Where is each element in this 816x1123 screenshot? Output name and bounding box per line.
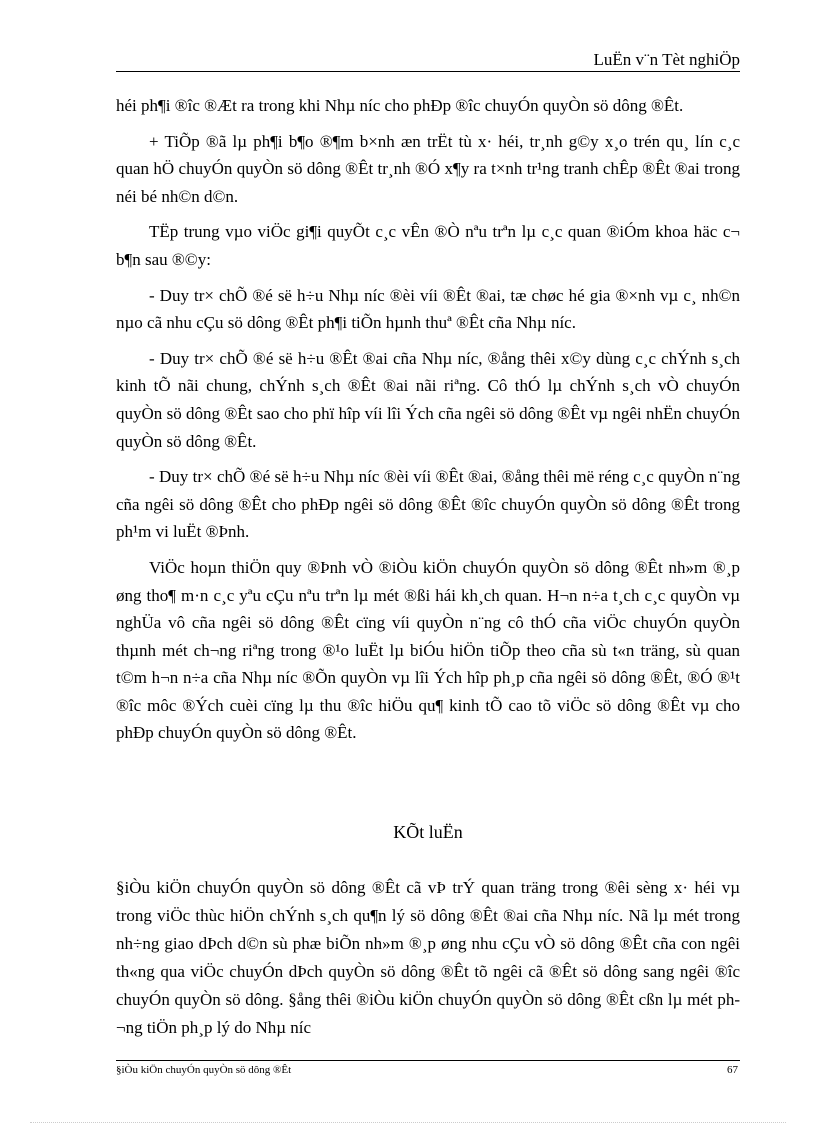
paragraph-4: - Duy tr× chÕ ®é së h÷u Nhµ níc ®èi víi ®Êt ®ai, tæ chøc hé gia ®×nh vµ c¸ nh©n nµo cã nhu cÇu sö dông ®Êt ph¶i tiÕn hµnh thuª ®Êt cña Nhµ níc. [116, 285, 740, 333]
paragraph-3: TËp trung vµo viÖc gi¶i quyÕt c¸c vÊn ®Ò nªu trªn lµ c¸c quan ®iÓm khoa häc c¬ b¶n sau ®©y: [116, 222, 740, 269]
conclusion-section [116, 874, 740, 1042]
header-divider [116, 71, 740, 72]
paragraph-6: - Duy tr× chÕ ®é së h÷u Nhµ níc ®èi víi ®Êt ®ai, ®ång thêi më réng c¸c quyÒn n¨ng cña ngêi sö dông ®Êt cho phÐp ngêi sö dông ®Êt ®îc chuyÓn quyÒn sö dông ®Êt trong ph¹m vi luËt ®Þnh. [116, 467, 740, 542]
paragraph-2: + TiÕp ®ã lµ ph¶i b¶o ®¶m b×nh æn trËt tù x· héi, tr¸nh g©y x¸o trén qu¸ lín c¸c quan hÖ chuyÓn quyÒn sö dông ®Êt tr¸nh ®Ó x¶y ra t×nh tr¹ng tranh chÊp ®Êt ®ai trong néi bé nh©n d©n. [116, 131, 740, 206]
page-header-title: LuËn v¨n Tèt nghiÖp [593, 50, 740, 69]
paragraph-7: ViÖc hoµn thiÖn quy ®Þnh vÒ ®iÒu kiÖn chuyÓn quyÒn sö dông ®Êt nh»m ®¸p øng tho¶ m·n c¸c yªu cÇu nªu trªn lµ mét ®ßi hái kh¸ch quan. H¬n n÷a t¸ch c¸c quyÒn vµ nghÜa vô cña ngêi sö dông ®Êt cïng víi quyÒn n¨ng cô thÓ cña viÖc chuyÓn quyÒn thµnh mét ch¬ng riªng trong ®¹o luËt lµ biÓu hiÖn tiÕp theo cña sù t«n träng, sù quan t©m h¬n n÷a cña Nhµ níc ®Õn quyÒn vµ lîi Ých hîp ph¸p cña ngêi sö dông ®Êt, ®Ó ®¹t ®îc môc ®Ých cuèi cïng lµ thu ®îc hiÖu qu¶ kinh tÕ cao tõ viÖc sö dông ®Êt vµ cho phÐp chuyÓn quyÒn sö dông ®Êt. [116, 557, 740, 743]
conclusion-heading: KÕt luËn [393, 822, 463, 842]
footer-title: §iÒu kiÖn chuyÓn quyÒn sö dông ®Êt [116, 1064, 292, 1076]
footer-divider [116, 1060, 740, 1061]
page-number: 67 [727, 1064, 738, 1076]
paragraph-5: - Duy tr× chÕ ®é së h÷u ®Êt ®ai cña Nhµ níc, ®ång thêi x©y dùng c¸c chÝnh s¸ch kinh tÕ nãi chung, chÝnh s¸ch ®Êt ®ai nãi riªng. Cô thÓ lµ chÝnh s¸ch vÒ chuyÓn quyÒn sö dông ®Êt sao cho phï hîp víi lîi Ých cña ngêi sö dông ®Êt vµ ngêi nhËn chuyÓn quyÒn sö dông ®Êt. [116, 348, 740, 451]
body-text [116, 92, 740, 755]
paragraph-1: héi ph¶i ®îc ®Æt ra trong khi Nhµ níc cho phÐp ®îc chuyÓn quyÒn sö dông ®Êt. [116, 96, 684, 115]
conclusion-paragraph: §iÒu kiÖn chuyÓn quyÒn sö dông ®Êt cã vÞ trÝ quan träng trong ®êi sèng x· héi vµ trong viÖc thùc hiÖn chÝnh s¸ch qu¶n lý sö dông ®Êt ®ai cña Nhµ níc. Nã lµ mét trong nh÷ng giao dÞch d©n sù phæ biÕn nh»m ®¸p øng nhu cÇu vÒ sö dông ®Êt cña con ngêi th«ng qua viÖc chuyÓn dÞch quyÒn sö dông ®Êt tõ ngêi cã ®Êt sö dông sang ngêi ®îc chuyÓn quyÒn sö dông. §ång thêi ®iÒu kiÖn chuyÓn quyÒn sö dông ®Êt cßn lµ mét ph¬ng tiÖn ph¸p lý do Nhµ níc [116, 878, 740, 1037]
